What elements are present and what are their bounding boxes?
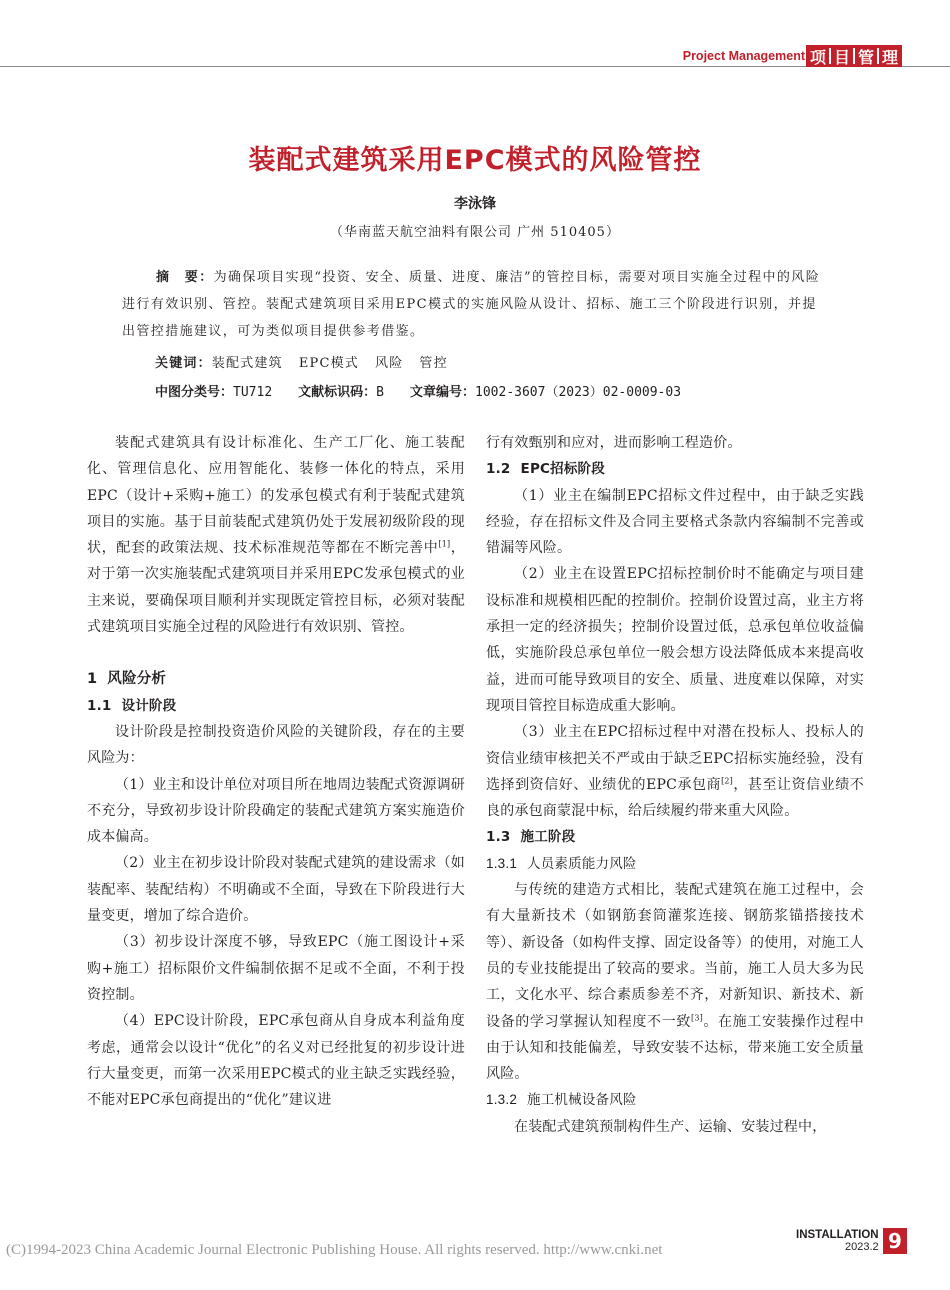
article-number-value: 1002-3607（2023）02-0009-03	[475, 385, 682, 400]
intro-text: 装配式建筑具有设计标准化、生产工厂化、施工装配化、管理信息化、应用智能化、装修一体化的特点，采用EPC（设计+采购+施工）的发承包模式有利于装配式建筑项目的实施。基于目前装配式建筑仍处于发展初级阶段的现状，配套的政策法规、技术标准规范等都在不断完善中	[87, 435, 465, 557]
clc-label: 中图分类号：	[155, 385, 234, 400]
header-divider	[877, 48, 879, 64]
citation: [2]	[721, 776, 733, 786]
citation: [3]	[691, 1012, 703, 1022]
citation: [1]	[438, 539, 451, 549]
header-section-cn	[806, 45, 902, 67]
right-column	[486, 430, 864, 1140]
header-section-char: 理	[882, 47, 899, 67]
body-paragraph: （2）业主在设置EPC招标控制价时不能确定与项目建设标准和规模相匹配的控制价。控制价设置过高，业主方将承担一定的经济损失；控制价设置过低，总承包单位收益偏低，实施阶段总承包单位一般会想方设法降低成本来提高收益，进而可能导致项目的安全、质量、进度难以保障，对实现项目管控目标造成重大影响。	[486, 566, 864, 714]
header-section-char: 目	[833, 47, 850, 67]
header-section-char: 项	[809, 47, 826, 67]
journal-issue: 2023.2	[845, 1241, 879, 1253]
clc-value: TU712	[233, 385, 273, 400]
doc-code-group	[298, 385, 384, 400]
body-paragraph: 在装配式建筑预制构件生产、运输、安装过程中，	[514, 1118, 827, 1135]
subsubsection-title: 施工机械设备风险	[527, 1092, 637, 1109]
subsubsection-heading	[486, 1087, 864, 1113]
subsubsection-heading	[486, 851, 864, 877]
subsection-title: 施工阶段	[520, 829, 576, 846]
paragraph-text-tail: 。在施工安装操作过程中由于认知和技能偏差，导致安装不达标，带来施工安全质量风险。	[486, 1013, 864, 1083]
subsection-heading	[486, 824, 864, 850]
keyword: 风险	[375, 356, 404, 371]
body-paragraph	[486, 877, 864, 1087]
keyword: 装配式建筑	[211, 356, 283, 371]
subsection-title: 设计阶段	[121, 697, 177, 714]
body-paragraph	[486, 719, 864, 824]
keyword: 管控	[419, 356, 448, 371]
header-divider	[829, 48, 831, 64]
clc-group	[155, 385, 272, 400]
section-gap	[87, 640, 465, 666]
header-section-en: Project Management	[682, 49, 805, 63]
article-number-label: 文章编号：	[410, 385, 476, 400]
copyright-notice: (C)1994-2023 China Academic Journal Electronic Publishing House. All rights reserved. http://www.cnki.net	[6, 1242, 663, 1258]
abstract-text: 为确保项目实现“投资、安全、质量、进度、廉洁”的管控目标，需要对项目实施全过程中的风险进行有效识别、管控。装配式建筑项目采用EPC模式的实施风险从设计、招标、施工三个阶段进行识别，并提出管控措施建议，可为类似项目提供参考借鉴。	[122, 270, 821, 339]
subsubsection-title: 人员素质能力风险	[527, 855, 637, 872]
article-title: 装配式建筑采用EPC模式的风险管控	[248, 145, 702, 176]
classification-line	[155, 381, 681, 400]
keyword: EPC模式	[298, 356, 360, 371]
body-paragraph: （4）EPC设计阶段，EPC承包商从自身成本利益角度考虑，通常会以设计“优化”的名义对已经批复的初步设计进行大量变更，而第一次采用EPC模式的业主缺乏实践经验，不能对EPC承包商提出的“优化”建议进	[87, 1013, 465, 1109]
abstract-label: 摘 要：	[156, 270, 214, 285]
body-paragraph: （1）业主和设计单位对项目所在地周边装配式资源调研不充分，导致初步设计阶段确定的装配式建筑方案实施造价成本偏高。	[87, 776, 465, 846]
subsection-title: EPC招标阶段	[520, 461, 605, 478]
body-paragraph: （1）业主在编制EPC招标文件过程中，由于缺乏实践经验，存在招标文件及合同主要格式条款内容编制不完善或错漏等风险。	[486, 487, 864, 557]
intro-paragraph	[87, 430, 465, 640]
subsection-heading	[87, 693, 465, 719]
section-heading	[87, 666, 465, 692]
paragraph-text: （3）业主在EPC招标过程中对潜在投标人、投标人的资信业绩审核把关不严或由于缺乏EPC招标实施经验，没有选择到资信好、业绩优的EPC承包商	[486, 724, 864, 793]
header-divider	[853, 48, 855, 64]
article-number-group	[410, 385, 681, 400]
page-number: 9	[883, 1228, 907, 1254]
author-affiliation: （华南蓝天航空油料有限公司 广州 510405）	[330, 225, 620, 240]
body-paragraph: （3）初步设计深度不够，导致EPC（施工图设计+采购+施工）招标限价文件编制依据不足或不全面，不利于投资控制。	[87, 934, 465, 1003]
subsubsection-number: 1.3.1	[486, 855, 518, 871]
article-author: 李泳锋	[454, 196, 496, 212]
section-number: 1	[87, 671, 98, 688]
subsection-heading	[486, 456, 864, 482]
intro-text-tail: ，对于第一次实施装配式建筑项目并采用EPC发承包模式的业主来说，要确保项目顺利并实现既定管控目标，必须对装配式建筑项目实施全过程的风险进行有效识别、管控。	[87, 540, 465, 636]
left-column	[87, 430, 465, 1113]
keywords	[155, 352, 464, 371]
body-paragraph: （2）业主在初步设计阶段对装配式建筑的建设需求（如装配率、装配结构）不明确或不全面，导致在下阶段进行大量变更，增加了综合造价。	[87, 855, 465, 925]
paragraph-text-tail: ，甚至让资信业绩不良的承包商蒙混中标，给后续履约带来重大风险。	[486, 776, 864, 820]
abstract	[122, 264, 830, 345]
keywords-label: 关键词：	[155, 356, 212, 371]
subsection-number: 1.1	[87, 697, 112, 714]
section-title: 风险分析	[107, 671, 167, 688]
subsubsection-number: 1.3.2	[486, 1092, 518, 1108]
body-paragraph: 设计阶段是控制投资造价风险的关键阶段，存在的主要风险为：	[87, 723, 465, 767]
subsection-number: 1.2	[486, 461, 511, 478]
header-section-char: 管	[858, 47, 875, 67]
doc-code-label: 文献标识码：	[298, 385, 377, 400]
paragraph-text: 与传统的建造方式相比，装配式建筑在施工过程中，会有大量新技术（如钢筋套筒灌浆连接、钢筋浆锚搭接技术等）、新设备（如构件支撑、固定设备等）的使用，对施工人员的专业技能提出了较高的要求。当前，施工人员大多为民工，文化水平、综合素质参差不齐，对新知识、新技术、新设备的学习掌握认知程度不一致	[486, 882, 864, 1030]
doc-code-value: B	[376, 385, 384, 400]
subsection-number: 1.3	[486, 829, 511, 846]
body-paragraph: 行有效甄别和应对，进而影响工程造价。	[486, 435, 742, 451]
journal-brand: INSTALLATION	[796, 1229, 879, 1241]
